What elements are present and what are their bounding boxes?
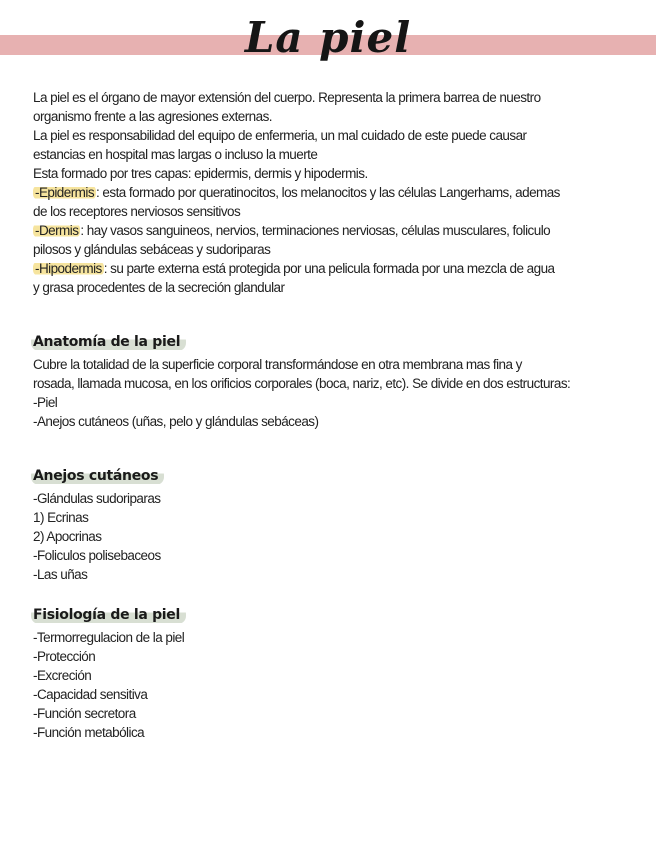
- fisiologia-line: -Función secretora: [33, 706, 136, 721]
- page-title: La piel: [244, 13, 412, 62]
- section-heading-anatomia: Anatomía de la piel: [31, 333, 186, 351]
- layer-description: : su parte externa está protegida por una pelicula formada por una mezcla de agua: [103, 261, 555, 276]
- layer-epidermis: [33, 183, 633, 202]
- anatomia-line: rosada, llamada mucosa, en los orificios corporales (boca, nariz, etc). Se divide en dos estructuras:: [33, 376, 571, 391]
- intro-line: La piel es el órgano de mayor extensión del cuerpo. Representa la primera barrea de nuestro: [33, 90, 541, 105]
- anejos-line: -Las uñas: [33, 567, 88, 582]
- layer-continuation: de los receptores nerviosos sensitivos: [33, 204, 241, 219]
- layer-hipodermis: [33, 259, 633, 278]
- anatomia-section: [33, 333, 633, 431]
- anejos-section: [33, 467, 633, 584]
- intro-section: [33, 88, 633, 297]
- anatomia-line: Cubre la totalidad de la superficie corporal transformándose en otra membrana mas fina y: [33, 357, 522, 372]
- anejos-line: -Foliculos polisebaceos: [33, 548, 161, 563]
- layer-term-highlight: -Hipodermis: [35, 261, 102, 276]
- anatomia-line: -Piel: [33, 395, 58, 410]
- fisiologia-section: [33, 606, 633, 742]
- layer-term-highlight: -Epidermis: [35, 185, 95, 200]
- layer-dermis: [33, 221, 633, 240]
- intro-line: Esta formado por tres capas: epidermis, dermis y hipodermis.: [33, 166, 368, 181]
- intro-line: La piel es responsabilidad del equipo de enfermeria, un mal cuidado de este puede causar: [33, 128, 527, 143]
- section-heading-fisiologia: Fisiología de la piel: [31, 606, 186, 624]
- layer-continuation: pilosos y glándulas sebáceas y sudoriparas: [33, 242, 271, 257]
- section-heading-anejos: Anejos cutáneos: [31, 467, 164, 485]
- fisiologia-line: -Excreción: [33, 668, 92, 683]
- layer-term-highlight: -Dermis: [35, 223, 79, 238]
- fisiologia-line: -Función metabólica: [33, 725, 145, 740]
- anejos-line: -Glándulas sudoriparas: [33, 491, 161, 506]
- fisiologia-line: -Protección: [33, 649, 96, 664]
- intro-line: organismo frente a las agresiones externas.: [33, 109, 272, 124]
- fisiologia-line: -Termorregulacion de la piel: [33, 630, 185, 645]
- intro-line: estancias en hospital mas largas o incluso la muerte: [33, 147, 318, 162]
- layer-description: : hay vasos sanguineos, nervios, terminaciones nerviosas, células musculares, foliculo: [80, 223, 551, 238]
- anatomia-line: -Anejos cutáneos (uñas, pelo y glándulas sebáceas): [33, 414, 319, 429]
- layer-description: : esta formado por queratinocitos, los melanocitos y las células Langerhams, ademas: [96, 185, 560, 200]
- layer-continuation: y grasa procedentes de la secreción glandular: [33, 280, 285, 295]
- fisiologia-line: -Capacidad sensitiva: [33, 687, 148, 702]
- anejos-line: 1) Ecrinas: [33, 510, 89, 525]
- anejos-line: 2) Apocrinas: [33, 529, 102, 544]
